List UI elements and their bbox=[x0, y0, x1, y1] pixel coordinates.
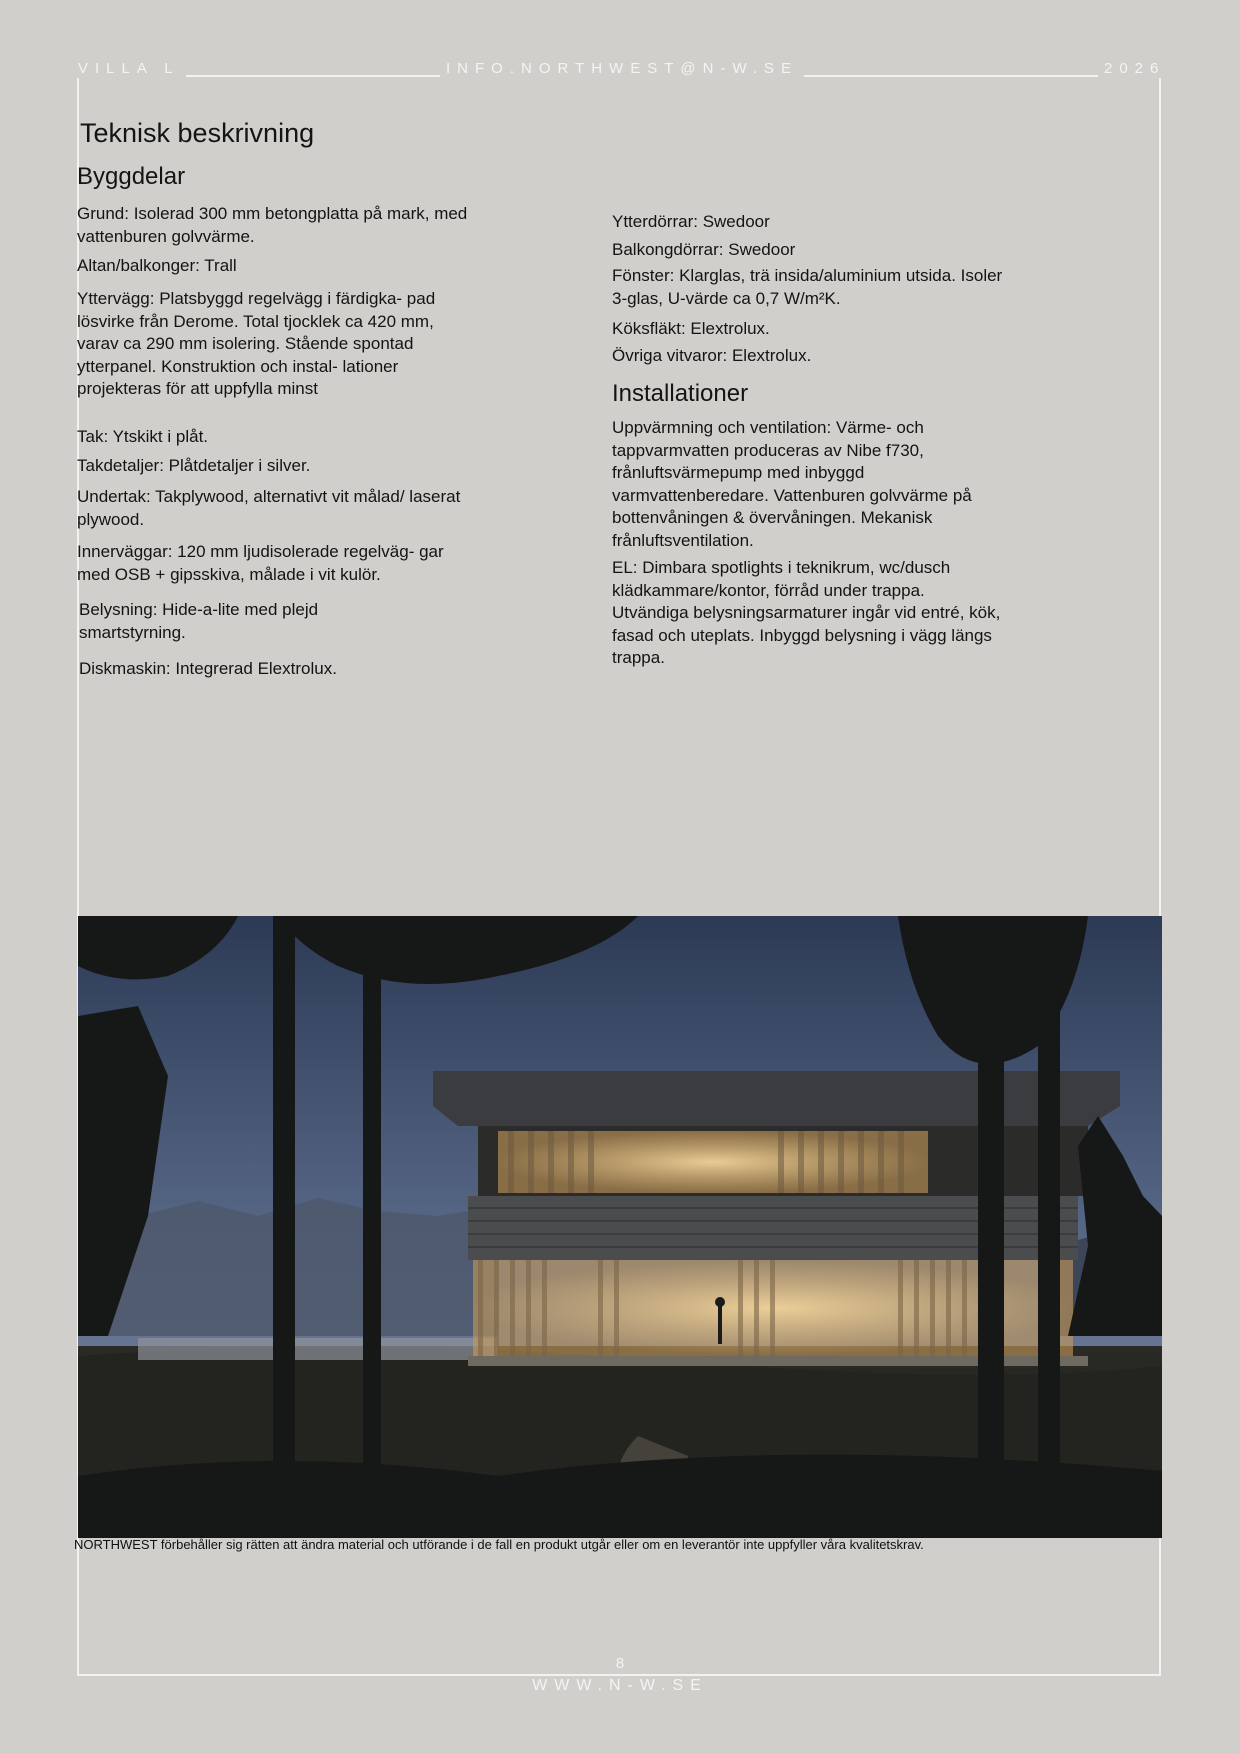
spec-ytterdorrar: Ytterdörrar: Swedoor bbox=[612, 212, 770, 231]
house-photo bbox=[78, 916, 1162, 1538]
spec-grund: Grund: Isolerad 300 mm betongplatta på mark, med vattenburen golvvärme. bbox=[77, 204, 468, 246]
spec-el: EL: Dimbara spotlights i teknikrum, wc/dusch klädkammare/kontor, förråd under trappa. Utvändiga belysningsarmaturer ingår vid entré, kök, fasad och uteplats. Inbyggd belysning i vägg längs trappa. bbox=[612, 558, 1001, 667]
spec-innervaggar: Innerväggar: 120 mm ljudisolerade regelväg- gar med OSB + gipsskiva, målade i vit kulör. bbox=[77, 542, 444, 584]
spec-belysning: Belysning: Hide-a-lite med plejd smartstyrning. bbox=[79, 600, 319, 642]
spec-fonster: Fönster: Klarglas, trä insida/aluminium utsida. Isoler 3-glas, U-värde ca 0,7 W/m²K. bbox=[612, 266, 1003, 308]
spec-koksflakt: Köksfläkt: Elextrolux. bbox=[612, 319, 770, 338]
spec-diskmaskin: Diskmaskin: Integrerad Elextrolux. bbox=[79, 659, 337, 678]
section-heading-byggdelar: Byggdelar bbox=[77, 163, 186, 190]
spec-altan: Altan/balkonger: Trall bbox=[77, 256, 237, 275]
spec-uppvarmning: Uppvärmning och ventilation: Värme- och tappvarmvatten produceras av Nibe f730, frånluftsvärmepump med inbyggd varmvattenberedare. Vattenburen golvvärme på bottenvåningen & övervåningen. Mekanisk frånluftsventilation. bbox=[612, 418, 972, 550]
page-title: Teknisk beskrivning bbox=[80, 118, 315, 148]
section-heading-installationer: Installationer bbox=[612, 380, 749, 407]
footer-website-link[interactable]: WWW.N-W.SE bbox=[532, 1677, 708, 1694]
spec-balkongdorrar: Balkongdörrar: Swedoor bbox=[612, 240, 796, 259]
page-number: 8 bbox=[615, 1655, 625, 1672]
header-email[interactable]: INFO.NORTHWEST@N-W.SE bbox=[440, 60, 804, 78]
header-year: 2026 bbox=[1098, 60, 1171, 78]
disclaimer-text: NORTHWEST förbehåller sig rätten att ändra material och utförande i de fall en produkt utgår eller om en leverantör inte uppfyller våra kvalitetskrav. bbox=[74, 1537, 924, 1552]
spec-tak: Tak: Ytskikt i plåt. bbox=[77, 427, 209, 446]
spec-yttervagg: Yttervägg: Platsbyggd regelvägg i färdigka- pad lösvirke från Derome. Total tjocklek ca 420 mm, varav ca 290 mm isolering. Stående spontad ytterpanel. Konstruktion och instal- lationer projekteras för att uppfylla minst bbox=[77, 289, 436, 398]
spec-takdetaljer: Takdetaljer: Plåtdetaljer i silver. bbox=[77, 456, 311, 475]
header-project-name: VILLA L bbox=[72, 60, 186, 78]
spec-undertak: Undertak: Takplywood, alternativt vit målad/ laserat plywood. bbox=[77, 487, 461, 529]
spec-vitvaror: Övriga vitvaror: Elextrolux. bbox=[612, 346, 812, 365]
